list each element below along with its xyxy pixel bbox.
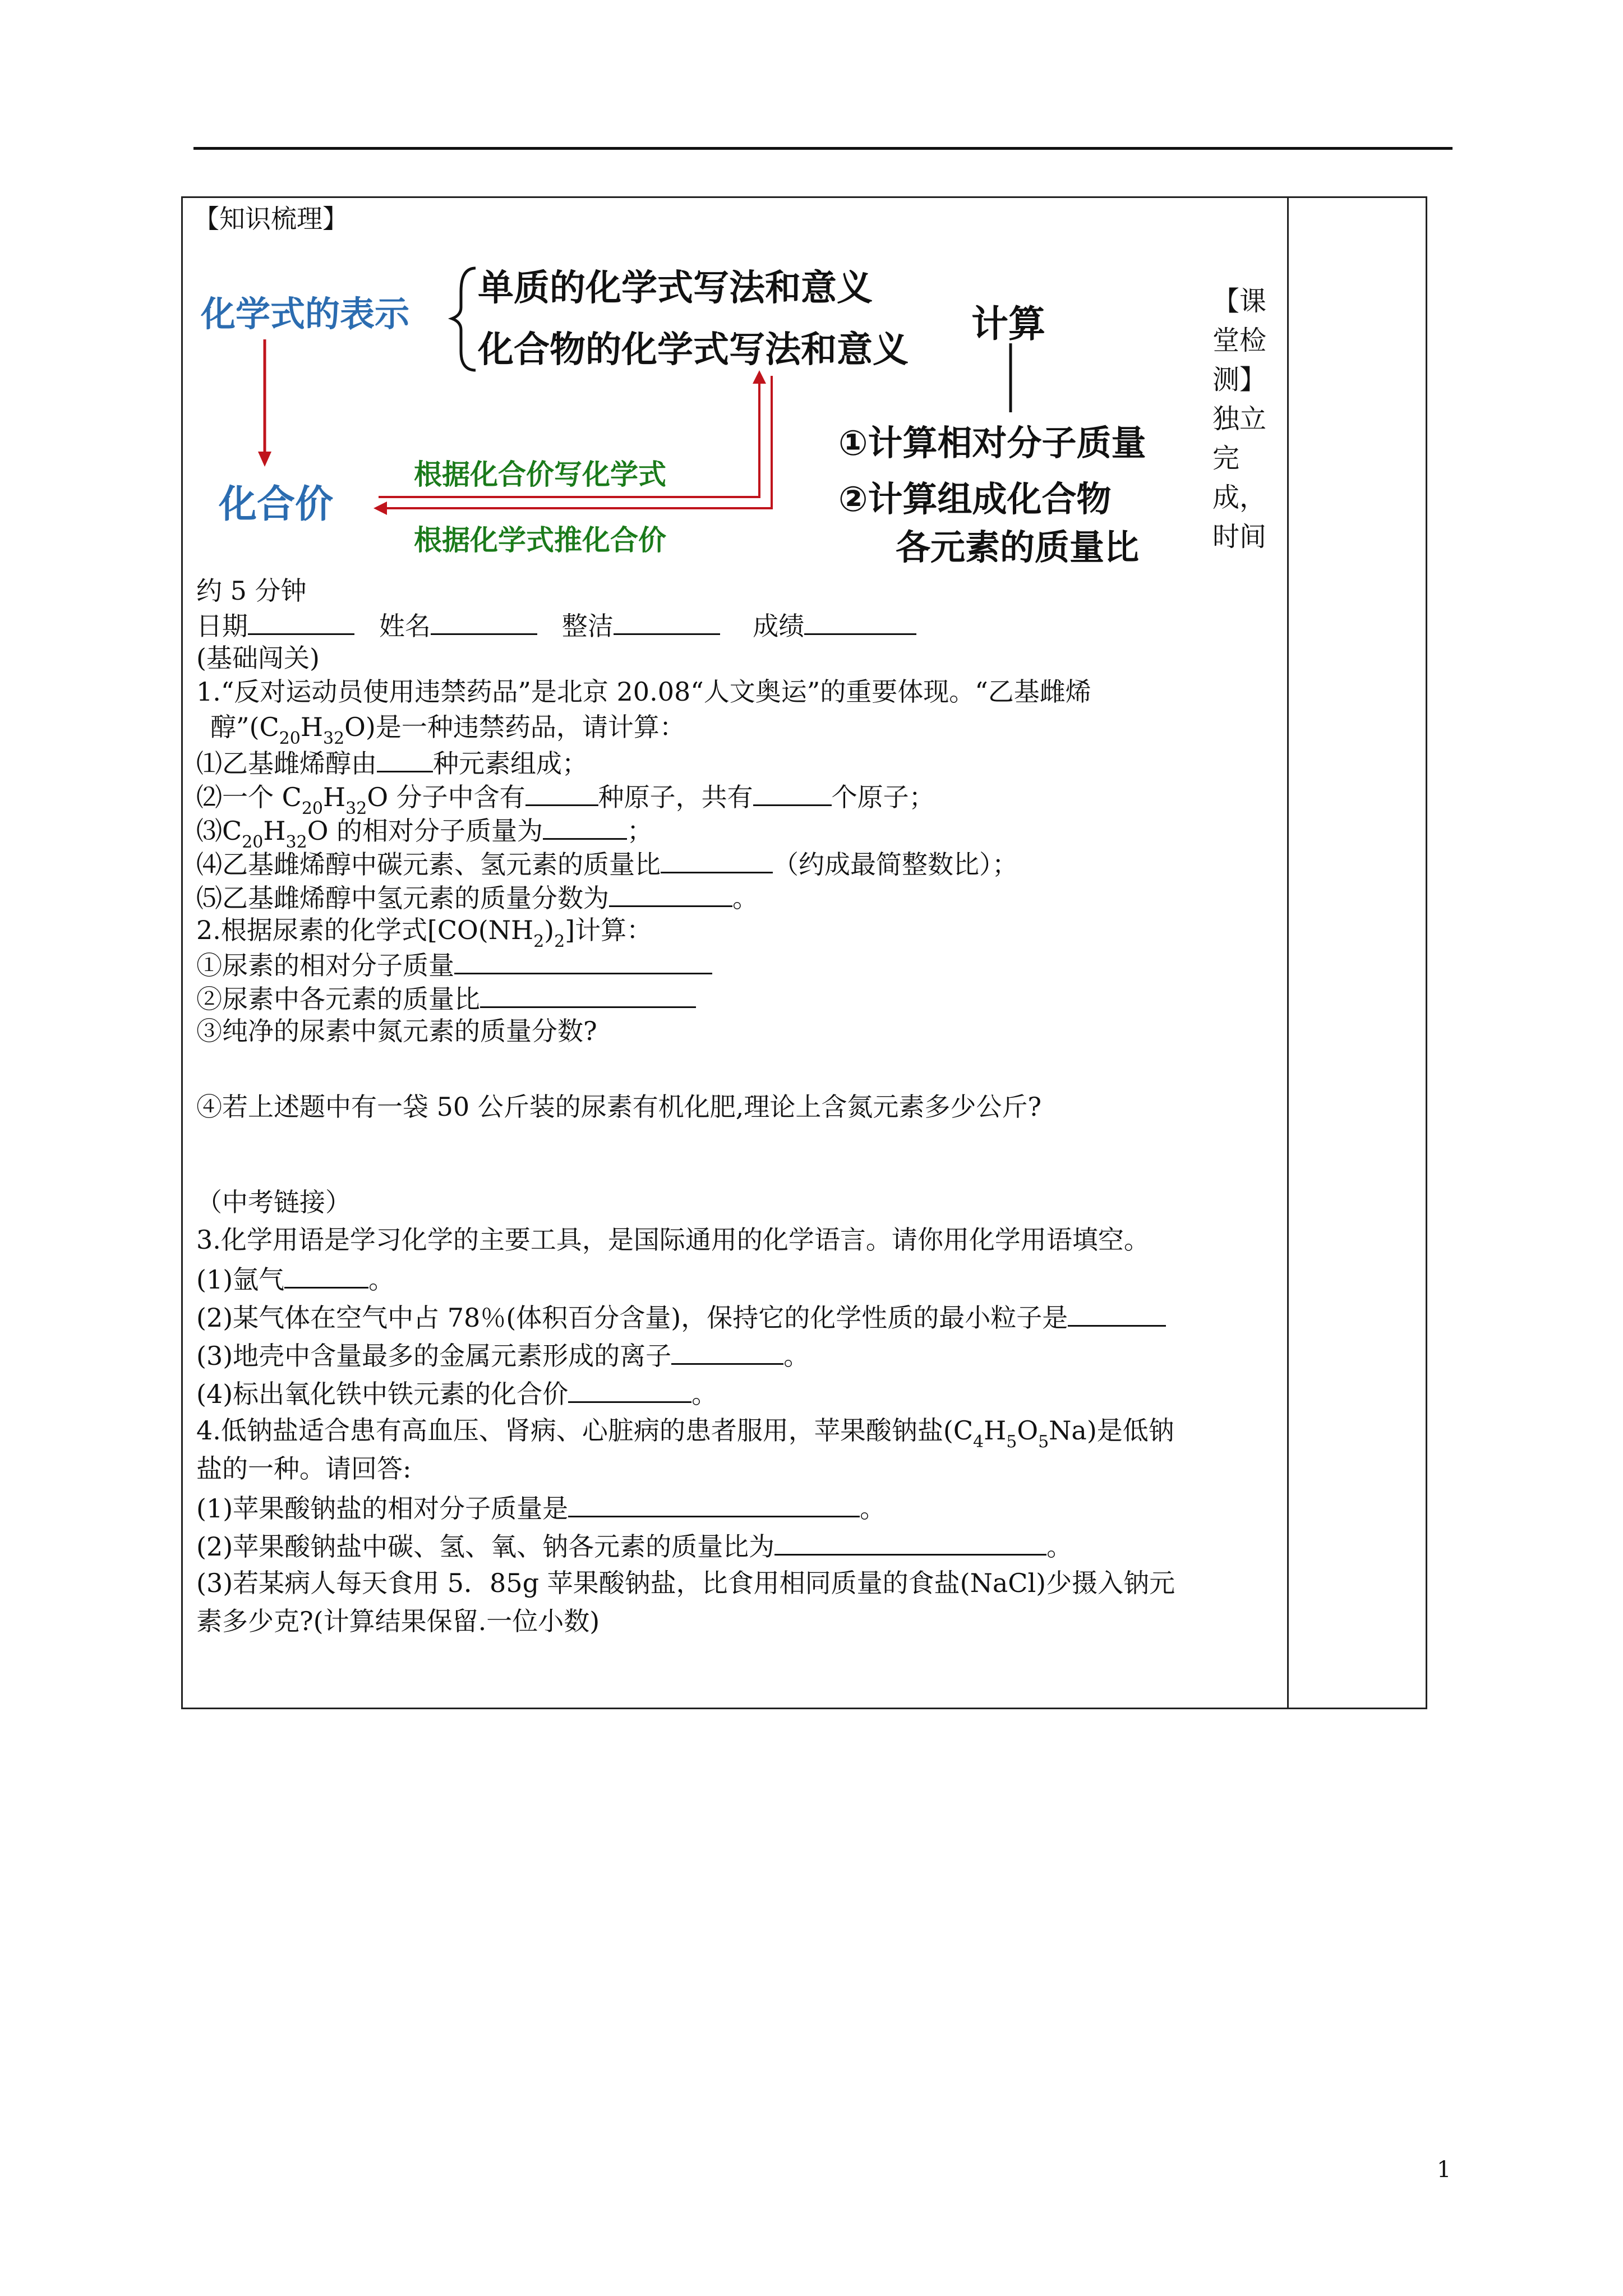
q4-part-b	[196, 1529, 1072, 1562]
q4-sub: 5	[1038, 1432, 1049, 1452]
calc-item-1: ①计算相对分子质量	[838, 422, 1146, 463]
q1-text: H	[323, 782, 346, 812]
side-note-line: 【课	[1212, 286, 1267, 317]
answer-blank[interactable]	[284, 1262, 368, 1289]
q1-stem: 1.“反对运动员使用违禁药品”是北京 20.08“人文奥运”的重要体现。“乙基雌烯	[196, 677, 1091, 707]
q1-text: 种原子，共有	[598, 782, 753, 812]
field-name-blank[interactable]	[431, 609, 537, 635]
q3-text: (4)标出氧化铁中铁元素的化合价	[196, 1379, 569, 1409]
q4-text: O	[1017, 1415, 1039, 1446]
q2-sub: 2	[554, 932, 565, 951]
answer-blank[interactable]	[568, 1491, 860, 1517]
section-title: 【知识梳理】	[193, 204, 348, 234]
concept-calc: 计算	[971, 302, 1045, 346]
q4-stem	[196, 1415, 1174, 1450]
side-note-line: 成，	[1212, 482, 1267, 513]
q1-part1	[196, 746, 588, 779]
q1-text: ⑵一个 C	[196, 782, 302, 812]
side-note-line: 堂检	[1212, 325, 1267, 356]
time-limit: 约 5 分钟	[196, 576, 307, 606]
q3-text: 。	[368, 1264, 395, 1295]
q4-text: H	[984, 1415, 1007, 1446]
q4-text: 。	[1046, 1531, 1073, 1562]
q3-text: (3)地壳中含量最多的金属元素形成的离子	[196, 1341, 672, 1371]
q1-sub: 20	[279, 729, 301, 748]
q1-sub: 32	[285, 832, 307, 852]
q2-part-a	[196, 948, 712, 981]
q2-text: )	[544, 915, 555, 945]
q1-text: （约成最简整数比）；	[773, 849, 1018, 880]
q1-text: H	[300, 712, 323, 742]
answer-blank[interactable]	[480, 982, 696, 1008]
q1-text: ；	[627, 816, 653, 846]
q2-stem	[196, 914, 652, 950]
q1-sub: 32	[322, 729, 345, 748]
answer-blank[interactable]	[377, 746, 433, 772]
q1-part5	[196, 881, 758, 914]
q1-text: ⑷乙基雌烯醇中碳元素、氢元素的质量比	[196, 849, 661, 880]
field-score-blank[interactable]	[804, 609, 916, 635]
q1-sub: 20	[301, 799, 324, 818]
field-date-label: 日期	[196, 611, 248, 641]
q3-part-c	[196, 1338, 809, 1372]
answer-blank[interactable]	[454, 948, 712, 974]
concept-formula-representation: 化学式的表示	[201, 293, 410, 334]
q3-text: (1)氩气	[196, 1264, 285, 1295]
field-name-label: 姓名	[379, 611, 431, 641]
page-number: 1	[1437, 2157, 1451, 2183]
q1-text: 。	[732, 883, 758, 913]
answer-blank[interactable]	[1068, 1300, 1166, 1327]
answer-blank[interactable]	[568, 1377, 691, 1403]
q4-sub: 5	[1006, 1432, 1017, 1452]
q1-text: 的相对分子质量为	[328, 816, 543, 846]
info-fields	[196, 609, 916, 642]
q2-part-b	[196, 982, 696, 1015]
q2-part-c: ③纯净的尿素中氮元素的质量分数?	[196, 1016, 597, 1046]
q3-text: (2)某气体在空气中占 78％(体积百分含量)，保持它的化学性质的最小粒子是	[196, 1303, 1068, 1333]
q1-text: O	[344, 712, 366, 742]
q1-text: ⑴乙基雌烯醇由	[196, 748, 377, 779]
brace-icon	[452, 268, 476, 370]
q3-text: 。	[691, 1379, 718, 1409]
arrow-label-upper: 根据化合价写化学式	[414, 458, 666, 491]
q1-sub: 32	[345, 799, 367, 818]
left-arrow-head	[374, 501, 387, 515]
q1-sub: 20	[242, 832, 264, 852]
side-note-line: 完	[1212, 443, 1240, 474]
side-note	[1212, 282, 1280, 556]
q1-text: 分子中含有	[388, 782, 525, 812]
side-note-line: 时间	[1212, 521, 1267, 553]
q1-part2	[196, 780, 935, 817]
answer-blank[interactable]	[774, 1529, 1046, 1556]
q2-text: ②尿素中各元素的质量比	[196, 984, 480, 1014]
arrow-label-lower: 根据化学式推化合价	[414, 524, 666, 556]
q1-text: O	[367, 782, 389, 812]
q4-sub: 4	[973, 1432, 984, 1452]
answer-blank[interactable]	[543, 813, 627, 840]
down-arrow-head	[258, 452, 271, 467]
q1-part4	[196, 847, 1018, 880]
field-neat-blank[interactable]	[614, 609, 720, 635]
q4-text: (2)苹果酸钠盐中碳、氢、氧、钠各元素的质量比为	[196, 1531, 775, 1562]
q1-text: H	[263, 816, 286, 846]
basic-heading: (基础闯关)	[196, 643, 320, 673]
answer-blank[interactable]	[609, 881, 732, 907]
calc-item-3: 各元素的质量比	[896, 527, 1140, 568]
q3-stem: 3.化学用语是学习化学的主要工具，是国际通用的化学语言。请你用化学用语填空。	[196, 1225, 1150, 1255]
q4-part-c-line2: 素多少克?(计算结果保留.一位小数)	[196, 1606, 600, 1636]
q3-part-a	[196, 1262, 394, 1295]
q1-text: 种元素组成；	[433, 748, 588, 779]
q1-stem-formula	[210, 711, 685, 747]
q2-part-d: ④若上述题中有一袋 50 公斤装的尿素有机化肥,理论上含氮元素多少公斤?	[196, 1092, 1042, 1122]
field-score-label: 成绩	[753, 611, 805, 641]
q2-text: 2.根据尿素的化学式[CO(NH	[196, 915, 534, 945]
calc-item-2: ②计算组成化合物	[838, 478, 1112, 519]
field-date-blank[interactable]	[248, 609, 354, 635]
q4-stem-cont: 盐的一种。请回答:	[196, 1453, 412, 1484]
brace-item-compound: 化合物的化学式写法和意义	[478, 329, 909, 371]
q1-text: O	[307, 816, 329, 846]
q1-part3	[196, 813, 653, 850]
q2-sub: 2	[533, 932, 545, 951]
brace-item-element: 单质的化学式写法和意义	[478, 268, 873, 309]
q1-text: ⑶C	[196, 816, 242, 846]
q1-text: ⑸乙基雌烯醇中氢元素的质量分数为	[196, 883, 609, 913]
q4-text: (1)苹果酸钠盐的相对分子质量是	[196, 1493, 569, 1524]
q4-part-a	[196, 1491, 886, 1524]
answer-blank[interactable]	[661, 847, 773, 873]
q1-text: 醇”(C	[210, 712, 279, 742]
answer-blank[interactable]	[753, 780, 832, 806]
side-note-line: 测】	[1212, 364, 1267, 395]
q3-part-d	[196, 1377, 717, 1410]
q4-text: 4.低钠盐适合患有高血压、肾病、心脏病的患者服用，苹果酸钠盐(C	[196, 1415, 974, 1446]
answer-blank[interactable]	[525, 780, 598, 806]
side-note-line: 独立	[1212, 403, 1267, 435]
q4-part-c-line1: (3)若某病人每天食用 5．85g 苹果酸钠盐，比食用相同质量的食盐(NaCl)少摄入钠元	[196, 1568, 1175, 1598]
q1-text: 个原子；	[831, 782, 935, 812]
exam-link-heading: （中考链接）	[196, 1187, 351, 1217]
answer-blank[interactable]	[671, 1338, 783, 1365]
q4-text: Na)是低钠	[1049, 1415, 1174, 1446]
concept-valence: 化合价	[219, 482, 334, 527]
q3-part-b	[196, 1300, 1166, 1333]
q3-text: 。	[783, 1341, 810, 1371]
q4-text: 。	[860, 1493, 886, 1524]
q2-text: ]计算：	[565, 915, 653, 945]
q2-text: ①尿素的相对分子质量	[196, 950, 454, 981]
field-neat-label: 整洁	[561, 611, 614, 641]
q1-text: )是一种违禁药品，请计算：	[365, 712, 685, 742]
